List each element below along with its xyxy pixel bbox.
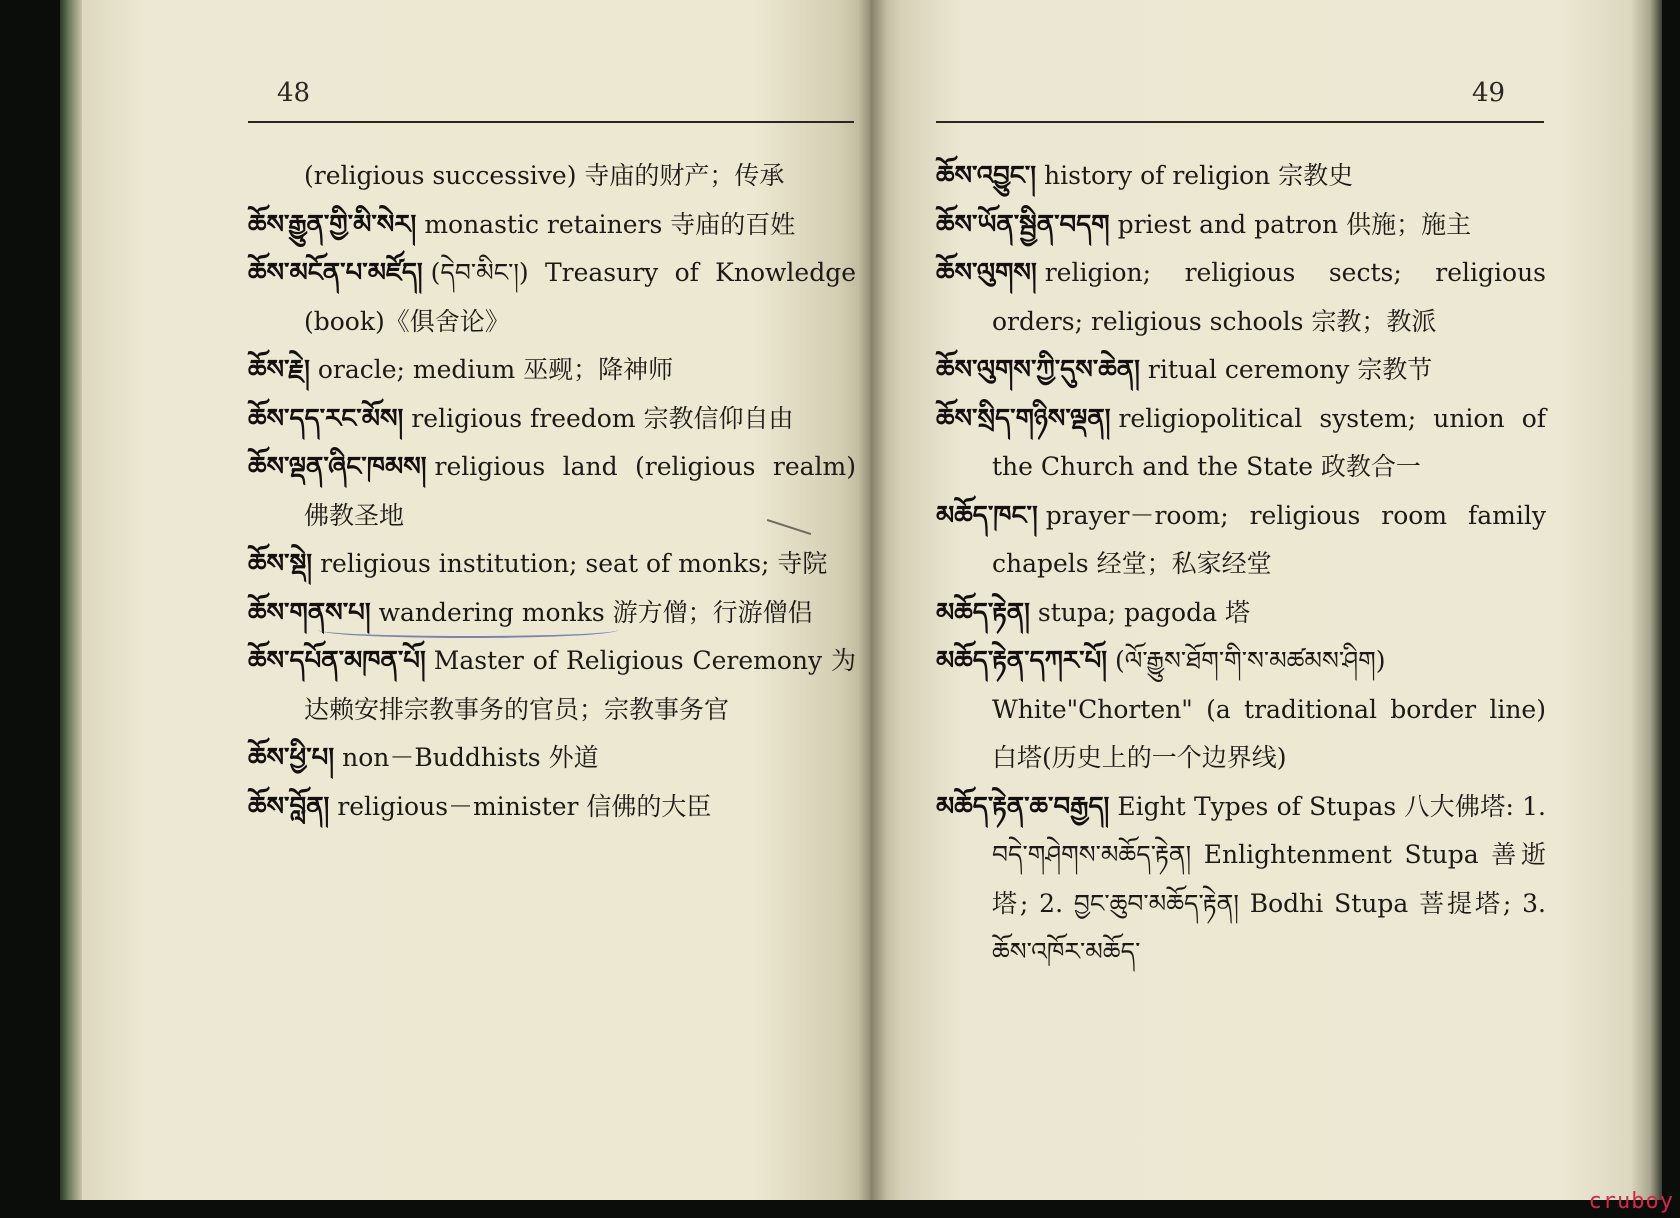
entry-definition: religion; religious sects; religious orders; religious schools 宗教；教派	[992, 258, 1546, 336]
book-edge-right	[1632, 0, 1662, 1200]
entry-definition: religious－minister 信佛的大臣	[337, 791, 712, 821]
dictionary-entry	[248, 637, 856, 734]
dictionary-entry	[936, 152, 1546, 201]
dictionary-entry	[936, 637, 1546, 783]
entry-definition: history of religion 宗教史	[1044, 161, 1354, 190]
entry-headword: ཆོས་མངོན་པ་མཛོད།	[248, 258, 423, 288]
entry-definition: non－Buddhists 外道	[342, 743, 599, 772]
entry-headword: ཆོས་བློན།	[248, 791, 330, 822]
dictionary-entry	[248, 152, 856, 201]
watermark: cruboy	[1588, 1189, 1674, 1214]
entry-headword: ཆོས་དཔོན་མཁན་པོ།	[248, 646, 426, 676]
page-number-right: 49	[1472, 78, 1506, 108]
entry-headword: མཆོད་རྟེན་དཀར་པོ།	[936, 646, 1108, 676]
entry-headword: མཆོད་རྟེན་ཆ་བརྒྱད།	[936, 791, 1110, 822]
entry-definition: prayer－room; religious room family chapels 经堂；私家经堂	[992, 500, 1546, 578]
dictionary-entry	[936, 201, 1546, 250]
dictionary-entry	[248, 395, 856, 444]
left-page	[82, 0, 870, 1200]
entry-headword: ཆོས་ཡོན་སྦྱིན་བདག	[936, 209, 1110, 240]
dictionary-entry	[936, 783, 1546, 977]
dictionary-entry	[936, 249, 1546, 346]
entry-definition: oracle; medium 巫觋；降神师	[317, 355, 674, 384]
dictionary-entry	[248, 249, 856, 346]
left-entries	[248, 152, 856, 831]
dictionary-entry	[936, 346, 1546, 395]
book-gutter-shadow	[858, 0, 886, 1200]
entry-definition: (ལོ་རྒྱུས་ཐོག་གི་ས་མཚམས་ཤིག) White"Chorten" (a traditional border line) 白塔(历史上的一个边界线)	[992, 646, 1546, 772]
ink-underline-mark	[318, 622, 618, 638]
entry-definition: religious freedom 宗教信仰自由	[411, 403, 794, 433]
entry-definition: priest and patron 供施；施主	[1117, 209, 1472, 239]
entry-headword: ཆོས་གནས་པ།	[248, 597, 371, 628]
right-entries	[936, 152, 1546, 977]
entry-definition: (religious successive) 寺庙的财产；传承	[304, 161, 785, 190]
entry-headword: ཆོས་འབྱུང་།	[936, 161, 1037, 191]
header-rule-left	[248, 121, 854, 123]
entry-headword: མཆོད་རྟེན།	[936, 597, 1030, 628]
entry-headword: ཆོས་སྡེ།	[248, 549, 313, 579]
entry-definition: religiopolitical system; union of the Church and the State 政教合一	[992, 403, 1546, 481]
dictionary-entry	[936, 395, 1546, 492]
dictionary-entry	[248, 443, 856, 540]
book-edge-left	[60, 0, 82, 1200]
dictionary-entry	[936, 589, 1546, 638]
right-page	[870, 0, 1632, 1200]
header-rule-right	[936, 121, 1544, 123]
entry-definition: Eight Types of Stupas 八大佛塔: 1. བདེ་གཤེགས་མཆོད་རྟེན། Enlightenment Stupa 善逝塔; 2. བྱང་ཆུབ་མཆོད་རྟེན། Bodhi Stupa 菩提塔; 3. ཆོས་འཁོར་མཆོད་	[992, 791, 1546, 966]
entry-definition: Master of Religious Ceremony 为达赖安排宗教事务的官员；宗教事务官	[304, 646, 856, 724]
entry-headword: མཆོད་ཁང་།	[936, 500, 1038, 531]
dictionary-entry	[248, 783, 856, 832]
dictionary-entry	[248, 540, 856, 589]
entry-headword: ཆོས་དད་རང་མོས།	[248, 403, 404, 434]
entry-definition: stupa; pagoda 塔	[1037, 597, 1250, 627]
entry-definition: religious land (religious realm) 佛教圣地	[304, 452, 856, 530]
entry-definition: (དེབ་མིང་།) Treasury of Knowledge (book)《俱舍论》	[304, 258, 856, 336]
entry-headword: ཆོས་ལུགས་ཀྱི་དུས་ཆེན།	[936, 355, 1140, 385]
entry-headword: ཆོས་ལུགས།	[936, 258, 1037, 288]
entry-headword: ཆོས་རྗེ།	[248, 355, 310, 385]
entry-headword: ཆོས་རྒྱུན་གྱི་མི་སེར།	[248, 209, 417, 240]
entry-definition: wandering monks 游方僧；行游僧侣	[378, 597, 813, 627]
entry-headword: ཆོས་ལྡན་ཞིང་ཁམས།	[248, 452, 427, 482]
dictionary-entry	[936, 492, 1546, 589]
entry-definition: religious institution; seat of monks; 寺院	[320, 549, 828, 578]
entry-headword: ཆོས་སྲིད་གཉིས་ལྡན།	[936, 403, 1111, 434]
page-number-left: 48	[277, 78, 311, 108]
dictionary-entry	[248, 201, 856, 250]
entry-headword: ཆོས་ཕྱི་པ།	[248, 743, 335, 773]
dictionary-entry	[248, 734, 856, 783]
entry-definition: ritual ceremony 宗教节	[1147, 355, 1433, 384]
entry-definition: monastic retainers 寺庙的百姓	[424, 209, 796, 239]
dictionary-entry	[248, 346, 856, 395]
